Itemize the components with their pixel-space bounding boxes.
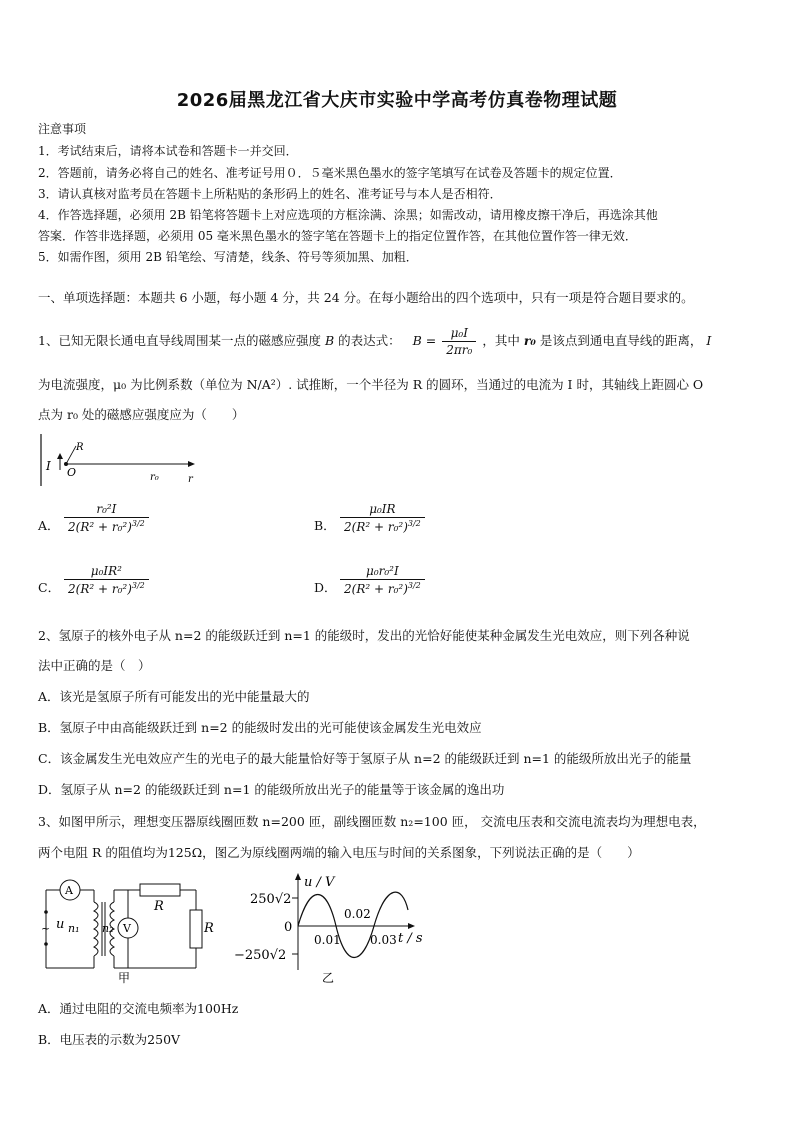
terminal-top xyxy=(44,910,48,914)
option-num: μ₀IR² xyxy=(64,564,149,580)
tick-0.01: 0.01 xyxy=(314,933,341,947)
q2-line2: 法中正确的是（ ） xyxy=(38,658,151,673)
t-axis-arrow-icon xyxy=(408,923,415,929)
q2-option-a[interactable]: A．该光是氢原子所有可能发出的光中能量最大的 xyxy=(38,689,310,704)
q1-text-r0: r₀ xyxy=(523,333,536,348)
ymin-label: −250√2 xyxy=(234,948,287,963)
label-n1: n₁ xyxy=(68,922,80,935)
label-I: I xyxy=(46,459,51,473)
option-num: μ₀r₀²I xyxy=(340,564,425,580)
label-r0: r₀ xyxy=(150,472,159,483)
q1-option-a[interactable] xyxy=(38,500,218,548)
zero-label: 0 xyxy=(284,920,293,935)
q1-text-a: 1、已知无限长通电直导线周围某一点的磁感应强度 xyxy=(38,333,321,348)
q3-line2: 两个电阻 R 的阻值均为125Ω，图乙为原线圈两端的输入电压与时间的关系图象，下列说法正确的是（ ） xyxy=(38,845,640,860)
label-u: u xyxy=(56,917,65,932)
q1-line1 xyxy=(38,326,711,357)
q2-option-c[interactable]: C．该金属发生光电效应产生的光电子的最大能量恰好等于氢原子从 n=2 的能级跃迁到 n=1 的能级所放出光子的能量 xyxy=(38,751,692,766)
q3-option-b[interactable]: B．电压表的示数为250V xyxy=(38,1032,181,1047)
option-num: μ₀IR xyxy=(340,502,425,518)
current-arrow-icon xyxy=(57,453,63,459)
ymax-label: 250√2 xyxy=(250,892,292,907)
q1-option-d[interactable] xyxy=(314,562,494,610)
q1-option-c[interactable] xyxy=(38,562,218,610)
option-label: D． xyxy=(314,580,337,595)
u-axis-arrow-icon xyxy=(295,873,301,880)
q1-option-b[interactable] xyxy=(314,500,494,548)
option-den: $2(R^2 + r_0^2)^{3/2}$ xyxy=(344,519,421,534)
q1-formula xyxy=(413,326,479,357)
q1-text-B: B xyxy=(324,333,335,348)
q2-option-b[interactable]: B．氢原子中由高能级跃迁到 n=2 的能级时发出的光可能使该金属发生光电效应 xyxy=(38,720,482,735)
ylabel: u / V xyxy=(304,875,335,890)
label-R: R xyxy=(76,442,84,453)
option-fraction xyxy=(340,502,425,534)
label-R-top: R xyxy=(154,899,164,914)
option-den: $2(R^2 + r_0^2)^{3/2}$ xyxy=(344,581,421,596)
section-heading: 一、单项选择题：本题共 6 小题，每小题 4 分，共 24 分。在每小题给出的四个选项中，只有一项是符合题目要求的。 xyxy=(38,290,694,305)
option-label: B． xyxy=(314,518,336,533)
q1-text-b: 的表达式： xyxy=(338,333,401,348)
terminal-bottom xyxy=(44,942,48,946)
option-fraction xyxy=(340,564,425,596)
notice-item: 5．如需作图，须用 2B 铅笔绘、写清楚，线条、符号等须加黑、加粗． xyxy=(38,250,418,264)
option-den: $2(R^2 + r_0^2)^{3/2}$ xyxy=(68,581,145,596)
q3-option-a[interactable]: A．通过电阻的交流电频率为100Hz xyxy=(38,1001,239,1016)
caption-jia: 甲 xyxy=(118,971,131,984)
q2-option-d[interactable]: D．氢原子从 n=2 的能级跃迁到 n=1 的能级所放出光子的能量等于该金属的逸出功 xyxy=(38,782,505,797)
ammeter-label: A xyxy=(65,884,73,897)
q3-circuit-figure xyxy=(38,872,228,984)
voltmeter-label: V xyxy=(123,922,131,935)
option-label: A． xyxy=(38,518,60,533)
notice-item: 2．答题前，请务必将自己的姓名、准考证号用０．５毫米黑色墨水的签字笔填写在试卷及答题卡的规定位置． xyxy=(38,166,622,180)
notice-item: 4．作答选择题，必须用 2B 铅笔将答题卡上对应选项的方框涂满、涂黑；如需改动，请用橡皮擦干净后，再选涂其他 xyxy=(38,208,658,222)
q1-line3: 点为 r₀ 处的磁感应强度应为（ ） xyxy=(38,407,245,422)
label-n2: n₂ xyxy=(102,922,114,935)
xlabel: t / s xyxy=(398,931,423,946)
q1-text-c: ，其中 xyxy=(482,333,520,348)
label-r: r xyxy=(188,474,193,485)
notice-item: 1．考试结束后，请将本试卷和答题卡一并交回． xyxy=(38,144,298,158)
q1-formula-den: 2πr₀ xyxy=(446,343,473,357)
q1-line2: 为电流强度，μ₀ 为比例系数（单位为 N/A²）. 试推断，一个半径为 R 的圆环，当通过的电流为 I 时，其轴线上距圆心 O xyxy=(38,377,704,392)
ac-source-icon: ~ xyxy=(41,922,51,935)
option-fraction xyxy=(64,564,149,596)
sine-curve xyxy=(298,892,408,957)
q1-formula-num: μ₀I xyxy=(442,326,476,342)
option-den: $2(R^2 + r_0^2)^{3/2}$ xyxy=(68,519,145,534)
option-label: C． xyxy=(38,580,61,595)
label-R-right: R xyxy=(204,921,214,936)
page-title: 2026届黑龙江省大庆市实验中学高考仿真卷物理试题 xyxy=(176,90,618,111)
q1-ring-figure xyxy=(38,432,208,488)
notice-heading: 注意事项 xyxy=(38,122,87,136)
q1-text-I: I xyxy=(706,333,712,348)
tick-0.02: 0.02 xyxy=(344,907,371,921)
notice-item: 答案．作答非选择题，必须用 05 毫米黑色墨水的签字笔在答题卡上的指定位置作答，在其他位置作答一律无效． xyxy=(38,229,637,243)
tick-0.03: 0.03 xyxy=(370,933,397,947)
option-num: r₀²I xyxy=(64,502,149,518)
radius-line xyxy=(66,446,76,464)
notice-item: 3．请认真核对监考员在答题卡上所粘贴的条形码上的姓名、准考证号与本人是否相符． xyxy=(38,187,502,201)
axis-arrow-icon xyxy=(188,461,195,467)
label-O: O xyxy=(67,466,77,479)
q3-line1: 3、如图甲所示，理想变压器原线圈匝数 n=200 匝，副线圈匝数 n₂=100 匝， 交流电压表和交流电流表均为理想电表， xyxy=(38,814,706,829)
q2-line1: 2、氢原子的核外电子从 n=2 的能级跃迁到 n=1 的能级时，发出的光恰好能使某种金属发生光电效应，则下列各种说 xyxy=(38,628,690,643)
option-fraction xyxy=(64,502,149,534)
q3-voltage-graph xyxy=(232,870,432,986)
q1-text-d: 是该点到通电直导线的距离， xyxy=(539,333,703,348)
caption-yi: 乙 xyxy=(322,971,335,985)
q1-formula-lhs: B = xyxy=(412,333,437,348)
q1-formula-fraction xyxy=(442,326,476,357)
